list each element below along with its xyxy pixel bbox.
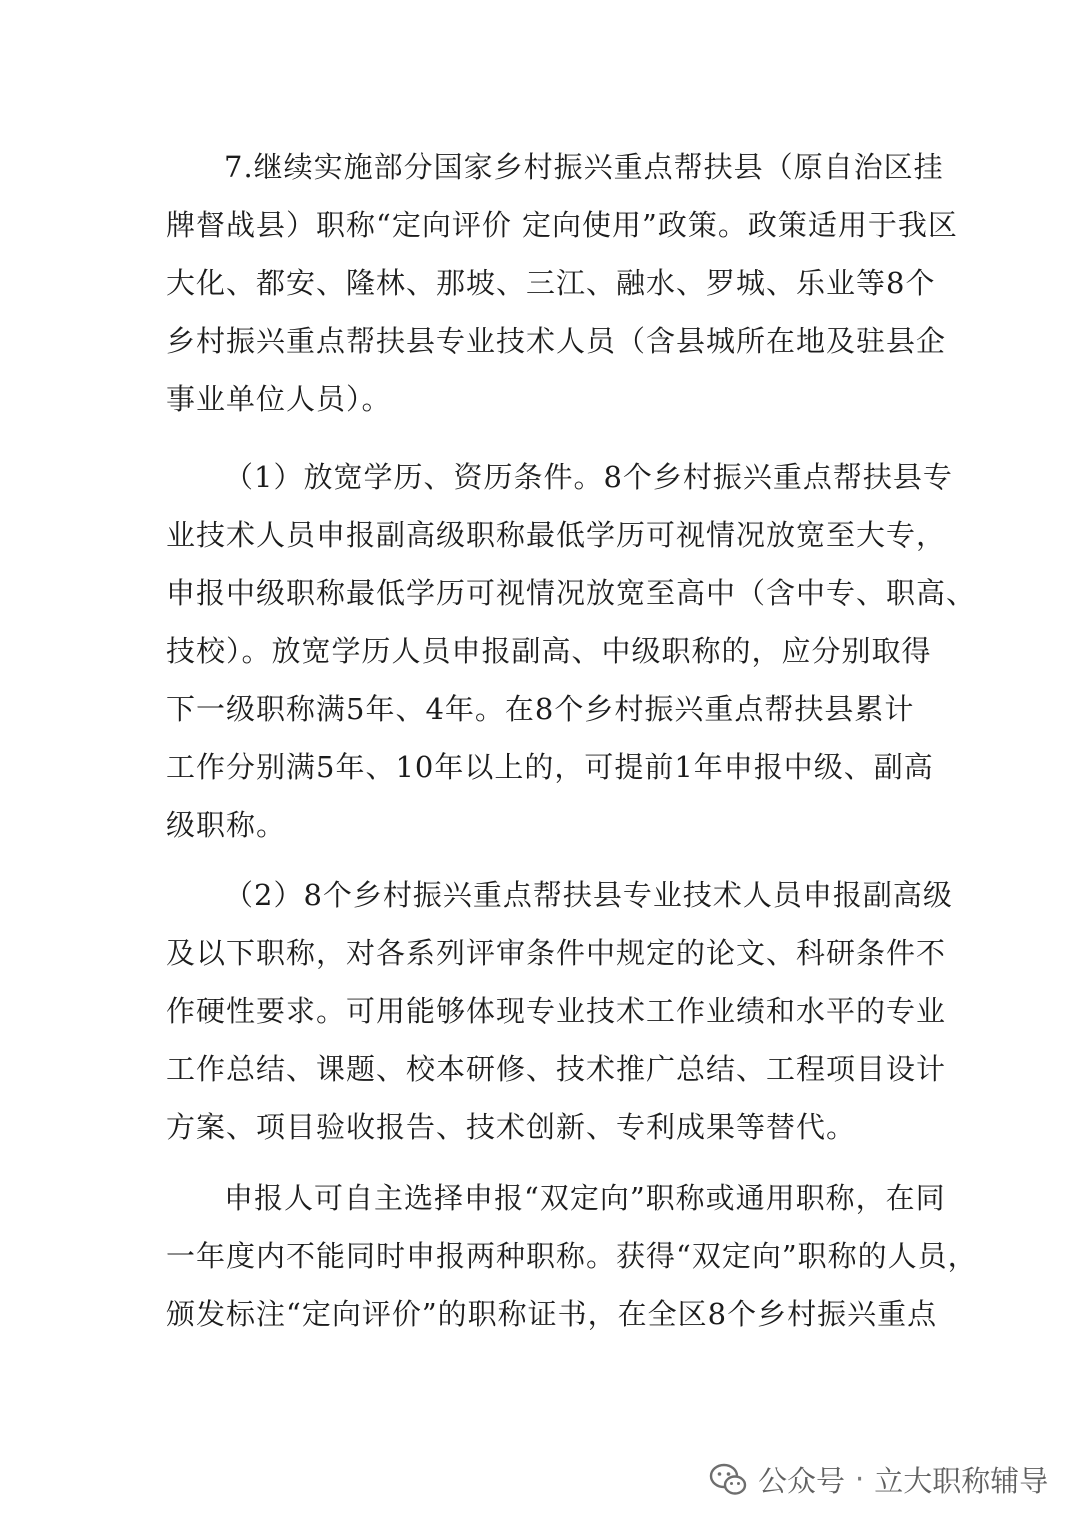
text-line: 工作分别满5年、10年以上的，可提前1年申报中级、副高 (166, 750, 934, 784)
text-line: （2）8个乡村振兴重点帮扶县专业技术人员申报副高级 (224, 878, 953, 912)
text-line: 业技术人员申报副高级职称最低学历可视情况放宽至大专， (166, 518, 947, 552)
wechat-account-watermark (708, 1456, 1048, 1502)
watermark-account-name: 立大职称辅导 (874, 1463, 1049, 1498)
text-line: 7.继续实施部分国家乡村振兴重点帮扶县（原自治区挂 (224, 150, 944, 184)
text-line: 方案、项目验收报告、技术创新、专利成果等替代。 (166, 1110, 857, 1144)
text-line: 事业单位人员）。 (166, 382, 392, 416)
text-line: 大化、都安、隆林、那坡、三江、融水、罗城、乐业等8个 (166, 266, 936, 300)
text-line: （1）放宽学历、资历条件。8个乡村振兴重点帮扶县专 (224, 460, 953, 494)
text-line: 申报中级职称最低学历可视情况放宽至高中（含中专、职高、 (166, 576, 977, 610)
text-line: 颁发标注“定向评价”的职称证书，在全区8个乡村振兴重点 (166, 1297, 938, 1331)
paragraph-item-1-education-relaxation (166, 448, 977, 854)
text-line: 技校）。放宽学历人员申报副高、中级职称的，应分别取得 (166, 634, 932, 668)
text-line: 乡村振兴重点帮扶县专业技术人员（含县城所在地及驻县企 (166, 324, 947, 358)
text-line: 一年度内不能同时申报两种职称。获得“双定向”职称的人员， (166, 1239, 978, 1273)
wechat-icon (708, 1459, 748, 1499)
watermark-separator: · (855, 1462, 865, 1496)
text-line: 及以下职称，对各系列评审条件中规定的论文、科研条件不 (166, 936, 947, 970)
text-line: 工作总结、课题、校本研修、技术推广总结、工程项目设计 (166, 1052, 947, 1086)
text-line: 下一级职称满5年、4年。在8个乡村振兴重点帮扶县累计 (166, 692, 915, 726)
text-line: 牌督战县）职称“定向评价 定向使用”政策。政策适用于我区 (166, 208, 958, 242)
paragraph-7-double-direction-policy (166, 138, 958, 428)
paragraph-applicant-choice (166, 1169, 978, 1343)
text-line: 申报人可自主选择申报“双定向”职称或通用职称，在同 (224, 1181, 946, 1215)
text-line: 作硬性要求。可用能够体现专业技术工作业绩和水平的专业 (166, 994, 947, 1028)
paragraph-item-2-paper-requirements (166, 866, 953, 1156)
text-line: 级职称。 (166, 808, 287, 842)
watermark-prefix: 公众号 (758, 1463, 846, 1498)
